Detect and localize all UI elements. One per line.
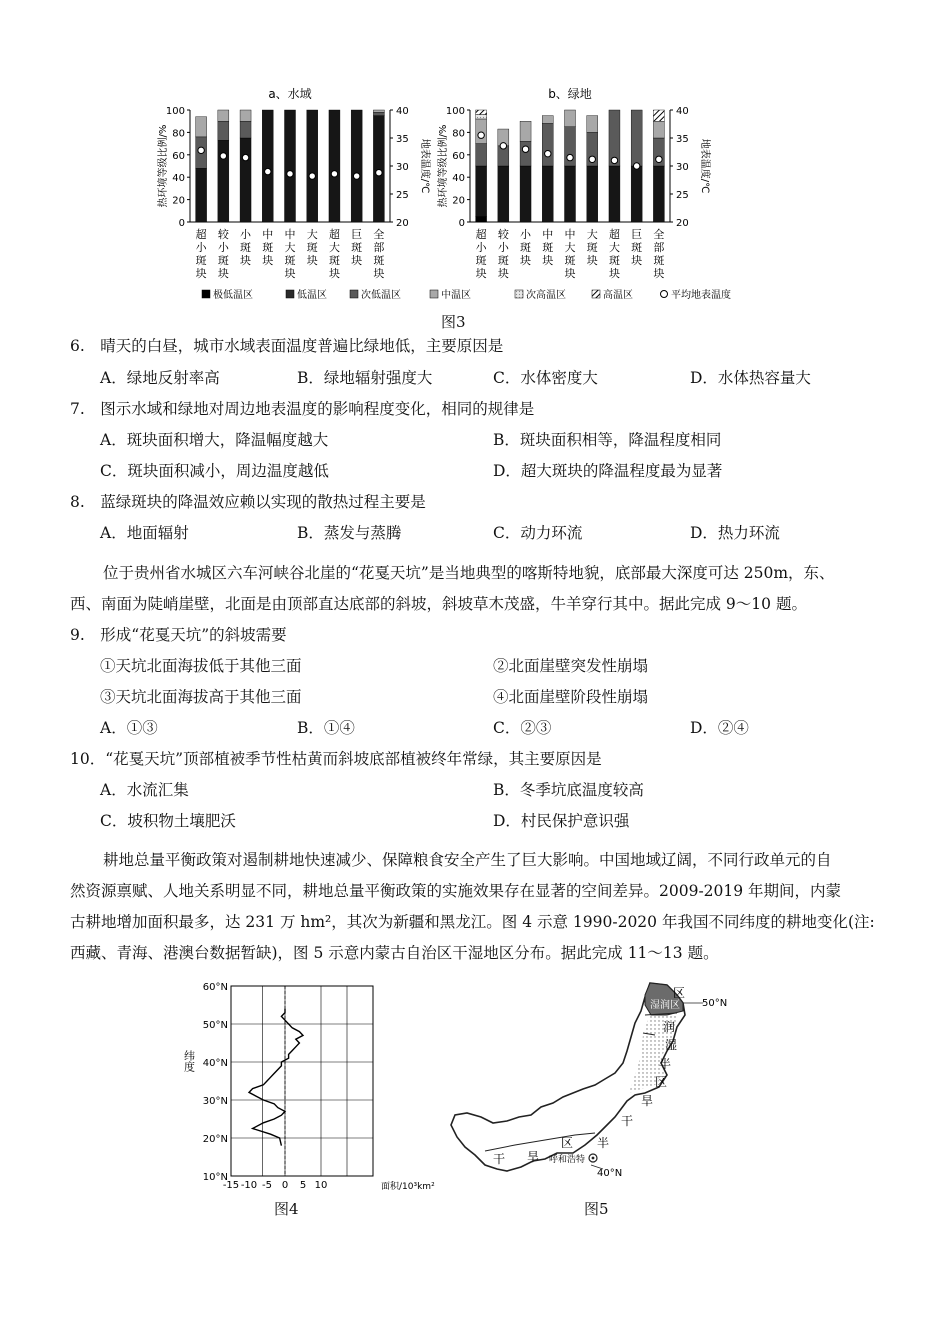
q6-option-a: A．绿地反射率高 [100,369,220,387]
ytick-left: 100 [165,106,185,117]
category-label-char: 小 [217,241,229,254]
ytick-label: 60°N [202,982,228,993]
q9-statement-3: ③天坑北面海拔高于其他三面 [100,688,302,706]
ytick-left: 0 [178,218,185,229]
q8-option-a: A．地面辐射 [100,524,189,542]
panel-title: a、水域 [268,87,312,101]
temp-point [478,132,484,138]
category-label-char: 较 [217,228,229,241]
q6-option-b: B．绿地辐射强度大 [297,369,433,387]
bar-segment-mid [520,121,531,141]
bar-segment-low [653,166,664,222]
ytick-right: 35 [396,134,409,145]
q9-option-b: B．①④ [297,719,355,737]
category-label-char: 较 [497,228,509,241]
bar-segment-low [307,110,318,222]
bar-segment-high [653,110,664,121]
temp-point [376,170,382,176]
bar-segment-low [542,166,553,222]
ytick-left: 40 [452,173,465,185]
category-label-char: 斑 [497,254,509,267]
q9-statement-4: ④北面崖壁阶段性崩塌 [493,688,649,706]
ytick-label: 20°N [202,1134,228,1145]
ytick-left: 60 [172,150,185,162]
bar-segment-low [476,166,487,216]
category-label-char: 部 [373,241,385,254]
bar-segment-extra_low [476,216,487,222]
temp-point [589,156,595,162]
legend-label: 中温区 [441,290,471,301]
bar-segment-low [609,166,620,222]
category-label-char: 块 [351,254,363,267]
temp-point [522,146,528,152]
category-label-char: 斑 [262,241,274,254]
ytick-right: 25 [396,190,409,201]
category-label-char: 块 [284,267,296,280]
temp-point [220,153,226,159]
q9-option-c: C．②③ [493,719,552,737]
category-label-char: 块 [608,267,620,280]
bar-segment-sub_low [520,141,531,166]
bar-segment-mid [587,116,598,133]
legend-label: 平均地表温度 [671,290,731,301]
passage2-line1: 耕地总量平衡政策对遏制耕地快速减少、保障粮食安全产生了巨大影响。中国地域辽阔，不同行政单元的自 [103,851,832,869]
zone-label-qu: 区 [673,986,686,1000]
passage1-line1: 位于贵州省水城区六车河峡谷北崖的“花戛天坑”是当地典型的喀斯特地貌，底部最大深度可达 250m，东、 [103,564,835,582]
bar-segment-low [196,168,207,222]
category-label-char: 小 [240,228,252,241]
figure5-caption: 图5 [584,1200,609,1218]
ytick-right: 25 [676,190,689,201]
figure4-ylabel: 纬度 [182,1050,196,1072]
q7-stem: 7. 图示水域和绿地对周边地表温度的影响程度变化，相同的规律是 [70,400,535,418]
category-label-char: 斑 [631,241,643,254]
ylabel-left: 热环境等级比例/% [438,124,449,208]
bar-segment-sub_low [631,110,642,166]
zone-label-han2: 旱 [527,1150,540,1164]
figure3-caption: 图3 [441,313,466,331]
bar-segment-sub_low [240,121,251,138]
zone-label-ban: 半 [659,1057,672,1071]
category-label-char: 斑 [217,254,229,267]
category-label-char: 大 [564,241,576,254]
bar-segment-mid [240,110,251,121]
q10-option-a: A．水流汇集 [100,781,189,799]
legend-swatch-circle [661,291,668,298]
panel-water [156,86,432,280]
bar-segment-low [285,110,296,222]
category-label-char: 全 [373,228,385,241]
bar-segment-low [262,110,273,222]
category-label-char: 块 [373,267,385,280]
ytick-right: 20 [396,218,409,229]
category-label-char: 块 [564,267,576,280]
category-label-char: 斑 [653,254,665,267]
figure3-legend [202,288,731,301]
zone-label-qu3: 区 [561,1136,574,1150]
q8-option-d: D．热力环流 [690,524,780,542]
cropland-change-line [249,1009,303,1146]
figure5-map [445,975,745,1200]
xtick-label: -5 [262,1180,272,1191]
category-label-char: 斑 [328,254,340,267]
category-label-char: 大 [608,241,620,254]
xtick-label: -15 [222,1180,240,1191]
q8-option-b: B．蒸发与蒸腾 [297,524,402,542]
ytick-right: 30 [396,162,409,173]
lat-40n-label: 40°N [597,1168,623,1179]
category-label-char: 中 [262,228,274,241]
category-label-char: 块 [653,267,665,280]
ytick-label: 10°N [202,1172,228,1183]
bar-segment-mid [218,110,229,121]
zone-label-run: 润 [663,1020,676,1034]
temp-point [198,147,204,153]
legend-label: 次低温区 [361,290,401,301]
q7-option-c: C．斑块面积减小，周边温度越低 [100,462,329,480]
category-label-char: 斑 [373,254,385,267]
category-label-char: 块 [631,254,643,267]
ytick-left: 100 [445,106,465,117]
ytick-left: 60 [452,150,465,162]
temp-point [545,150,551,156]
zone-label-ban2: 半 [597,1136,610,1150]
category-label-char: 全 [653,228,665,241]
temp-point [500,143,506,149]
category-label-char: 部 [653,241,665,254]
plot-frame [231,986,373,1176]
figure4-caption: 图4 [274,1200,299,1218]
category-label-char: 大 [284,241,296,254]
temp-point [656,156,662,162]
bar-segment-sub_low [373,112,384,115]
ytick-right: 20 [676,218,689,229]
xtick-label: 0 [281,1180,289,1191]
humid-zone-text: 湿润区 [650,1000,680,1011]
hohhot-label: 呼和浩特 [549,1155,586,1165]
temp-point [242,154,248,160]
bar-segment-low [565,166,576,222]
ytick-label: 50°N [202,1020,228,1031]
category-label-char: 巨 [351,228,363,241]
q7-option-d: D．超大斑块的降温程度最为显著 [493,462,723,480]
xtick-label: 10 [314,1180,328,1191]
category-label-char: 中 [542,228,554,241]
legend-swatch [592,290,600,298]
category-label-char: 小 [195,241,207,254]
passage2-line4: 西藏、青海、港澳台数据暂缺)，图 5 示意内蒙古自治区干湿地区分布。据此完成 11～13 题。 [70,944,719,962]
category-label-char: 超 [328,228,340,241]
temp-point [331,171,337,177]
category-label-char: 斑 [564,254,576,267]
category-label-char: 大 [306,228,318,241]
legend-swatch [430,290,438,298]
lat-50n-label: 50°N [702,998,728,1009]
category-label-char: 块 [306,254,318,267]
ytick-left: 20 [172,195,185,207]
bar-segment-high [476,110,487,114]
category-label-char: 块 [475,267,487,280]
ytick-left: 20 [452,195,465,207]
ytick-left: 80 [452,128,465,140]
category-label-char: 超 [475,228,487,241]
temp-point [611,157,617,163]
category-label-char: 块 [520,254,532,267]
q6-option-d: D．水体热容量大 [690,369,811,387]
category-label-char: 斑 [608,254,620,267]
category-label-char: 大 [586,228,598,241]
ytick-left: 40 [172,173,185,185]
temp-point [309,173,315,179]
bar-segment-low [329,110,340,222]
ylabel-right: 地表温度/℃ [699,138,710,194]
legend-label: 次高温区 [526,290,566,301]
bar-segment-mid [373,110,384,112]
figure3-chart [140,80,840,310]
zone-label-gan: 干 [621,1114,634,1128]
temp-point [633,163,639,169]
category-label-char: 超 [608,228,620,241]
figure4-xlabel: 面积/10³km² [381,1182,435,1192]
temp-point [287,171,293,177]
bar-segment-low [240,138,251,222]
legend-label: 极低温区 [213,290,253,301]
q10-option-b: B．冬季坑底温度较高 [493,781,644,799]
q10-option-d: D．村民保护意识强 [493,812,630,830]
bar-segment-mid [565,110,576,127]
bar-segment-mid [476,119,487,144]
category-label-char: 块 [328,267,340,280]
legend-label: 高温区 [603,290,633,301]
category-label-char: 斑 [586,241,598,254]
q6-stem: 6. 晴天的白昼，城市水域表面温度普遍比绿地低，主要原因是 [70,337,504,355]
passage2-line3: 古耕地增加面积最多，达 231 万 hm²，其次为新疆和黑龙江。图 4 示意 1990-2020 年我国不同纬度的耕地变化(注: [70,913,875,931]
category-label-char: 块 [542,254,554,267]
zone-label-gan2: 干 [493,1152,506,1166]
category-label-char: 块 [586,254,598,267]
category-label-char: 超 [195,228,207,241]
bar-segment-sub_high [476,114,487,118]
category-label-char: 斑 [542,241,554,254]
bar-segment-sub_low [476,144,487,166]
ylabel-left: 热环境等级比例/% [158,124,169,208]
category-label-char: 斑 [351,241,363,254]
q7-option-a: A．斑块面积增大，降温幅度越大 [100,431,329,449]
category-label-char: 块 [195,267,207,280]
ytick-label: 30°N [202,1096,228,1107]
zone-label-han: 旱 [641,1094,654,1108]
figure4-chart [175,978,435,1198]
ytick-right: 30 [676,162,689,173]
panel-title: b、绿地 [548,87,592,101]
ytick-right: 35 [676,134,689,145]
bar-segment-low [373,116,384,222]
q10-stem: 10．“花戛天坑”顶部植被季节性枯黄而斜坡底部植被终年常绿，其主要原因是 [70,750,602,768]
q10-option-c: C．坡积物土壤肥沃 [100,812,236,830]
category-label-char: 中 [564,228,576,241]
bar-segment-mid [542,116,553,124]
zone-label-qu2: 区 [655,1075,668,1089]
ytick-left: 0 [458,218,465,229]
bar-segment-mid [653,121,664,138]
legend-swatch [515,290,523,298]
bar-segment-low [351,110,362,222]
bar-segment-mid [196,117,207,137]
ytick-label: 40°N [202,1058,228,1069]
category-label-char: 斑 [195,254,207,267]
legend-swatch [286,290,294,298]
category-label-char: 斑 [520,241,532,254]
temp-point [567,154,573,160]
legend-swatch [202,290,210,298]
passage2-line2: 然资源禀赋、人地关系明显不同，耕地总量平衡政策的实施效果存在显著的空间差异。2009-2019 年期间，内蒙 [70,882,842,900]
bar-segment-low [520,166,531,222]
category-label-char: 小 [475,241,487,254]
category-label-char: 斑 [240,241,252,254]
ytick-left: 80 [172,128,185,140]
q7-option-b: B．斑块面积相等，降温程度相同 [493,431,722,449]
category-label-char: 斑 [306,241,318,254]
category-label-char: 块 [217,267,229,280]
bar-segment-sub_low [542,123,553,166]
q9-statement-1: ①天坑北面海拔低于其他三面 [100,657,302,675]
category-label-char: 块 [262,254,274,267]
q9-statement-2: ②北面崖壁突发性崩塌 [493,657,649,675]
xtick-label: -10 [240,1180,258,1191]
category-label-char: 块 [240,254,252,267]
legend-label: 低温区 [297,290,327,301]
xtick-label: 5 [299,1180,307,1191]
bar-segment-sub_low [218,121,229,140]
legend-swatch [350,290,358,298]
temp-point [353,173,359,179]
category-label-char: 斑 [475,254,487,267]
passage1-line2: 西、南面为陡峭崖壁，北面是由顶部直达底部的斜坡，斜坡草木茂盛，牛羊穿行其中。据此完成 9～10 题。 [70,595,807,613]
q9-stem: 9. 形成“花戛天坑”的斜坡需要 [70,626,287,644]
bar-segment-low [631,166,642,222]
category-label-char: 中 [284,228,296,241]
category-label-char: 巨 [631,228,643,241]
category-label-char: 小 [520,228,532,241]
category-label-char: 斑 [284,254,296,267]
category-label-char: 小 [497,241,509,254]
ytick-right: 40 [396,106,409,117]
ytick-right: 40 [676,106,689,117]
panel-greenland [436,86,712,280]
q9-option-a: A．①③ [100,719,158,737]
temp-point [265,168,271,174]
q8-stem: 8. 蓝绿斑块的降温效应赖以实现的散热过程主要是 [70,493,426,511]
zone-label-shi: 湿 [665,1038,678,1052]
q8-option-c: C．动力环流 [493,524,583,542]
q9-option-d: D．②④ [690,719,749,737]
q6-option-c: C．水体密度大 [493,369,598,387]
category-label-char: 大 [328,241,340,254]
ylabel-right: 地表温度/℃ [419,138,430,194]
bar-segment-low [587,166,598,222]
bar-segment-low [498,166,509,222]
category-label-char: 块 [497,267,509,280]
